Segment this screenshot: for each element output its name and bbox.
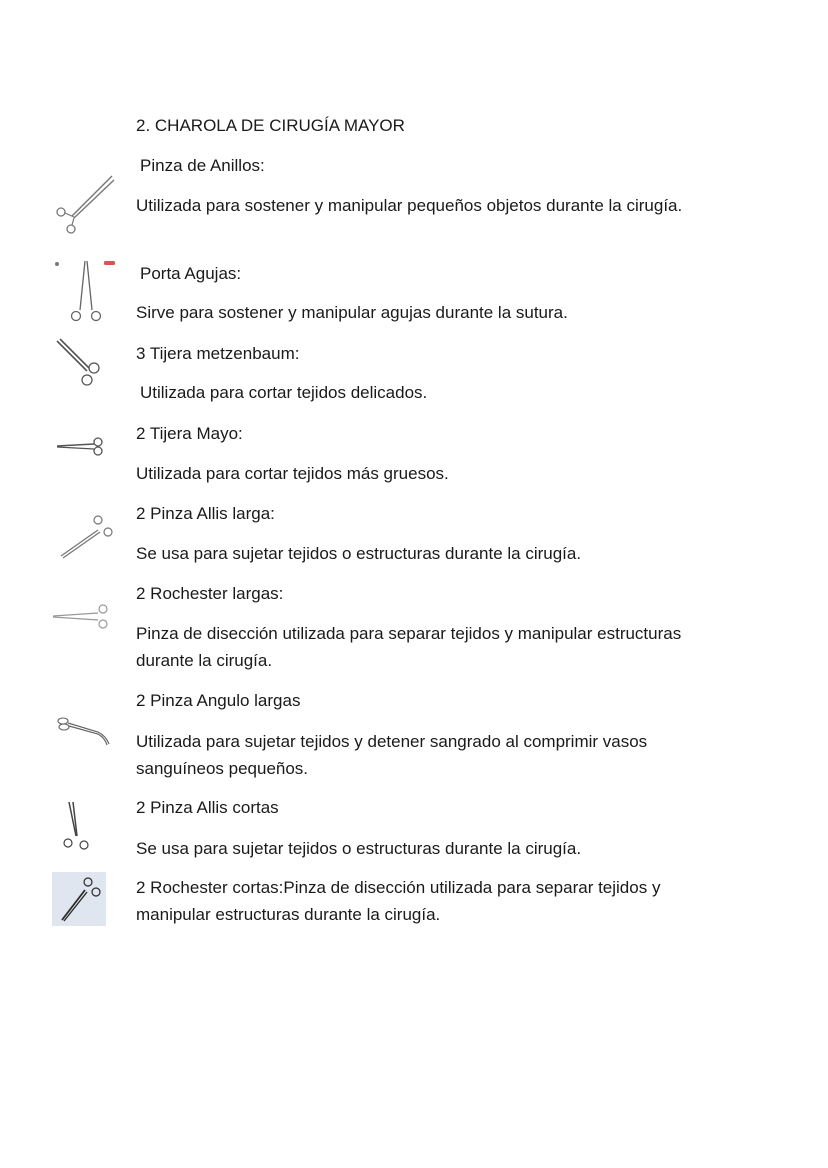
item-title: 3 Tijera metzenbaum: [136, 344, 300, 363]
item-description: Sirve para sostener y manipular agujas durante la sutura. [136, 303, 568, 322]
item-description: Utilizada para cortar tejidos más gruesos. [136, 464, 449, 483]
item-title: 2 Rochester largas: [136, 584, 284, 603]
page-title: 2. CHAROLA DE CIRUGÍA MAYOR [136, 116, 405, 135]
item-description: Utilizada para cortar tejidos delicados. [140, 383, 428, 402]
item-description: Utilizada para sostener y manipular pequeños objetos durante la cirugía. [136, 196, 683, 215]
item-title: 2 Tijera Mayo: [136, 424, 243, 443]
item-title: 2 Pinza Allis larga: [136, 504, 275, 523]
mayo-scissors-icon [56, 434, 106, 458]
item-description: Se usa para sujetar tejidos o estructuras durante la cirugía. [136, 544, 582, 563]
item-title: Porta Agujas: [140, 264, 242, 283]
ring-forceps-icon [52, 174, 116, 238]
item-title: 2 Pinza Angulo largas [136, 691, 301, 710]
rochester-short-photo-icon [52, 872, 106, 926]
needle-holder-icon [52, 258, 120, 324]
allis-forceps-short-icon [58, 800, 94, 852]
rochester-long-icon [52, 602, 112, 630]
angle-forceps-icon [54, 714, 112, 748]
metzenbaum-scissors-icon [54, 338, 106, 390]
item-description: Utilizada para sujetar tejidos y detener sangrado al comprimir vasos sanguíneos pequeños. [136, 732, 648, 778]
item-description: 2 Rochester cortas:Pinza de disección utilizada para separar tejidos y manipular estructuras durante la cirugía. [136, 878, 661, 924]
allis-forceps-long-icon [58, 512, 118, 560]
item-description: Pinza de disección utilizada para separar tejidos y manipular estructuras durante la cirugía. [136, 624, 682, 670]
item-title: 2 Pinza Allis cortas [136, 798, 279, 817]
item-description: Se usa para sujetar tejidos o estructuras durante la cirugía. [136, 839, 582, 858]
item-title: Pinza de Anillos: [140, 156, 265, 175]
